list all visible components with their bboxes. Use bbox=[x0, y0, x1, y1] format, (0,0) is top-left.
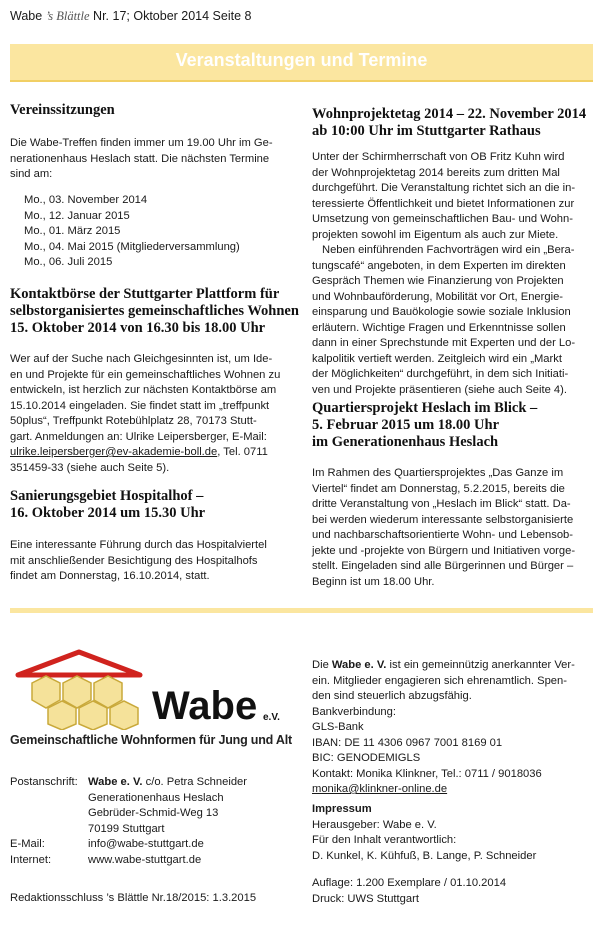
heading-quartiersprojekt: Quartiersprojekt Heslach im Blick – 5. Februar 2015 um 18.00 Uhr im Generationenhaus Heslach bbox=[312, 400, 538, 450]
hexagon-icon bbox=[79, 701, 107, 730]
hexagon-icon bbox=[110, 701, 138, 730]
meeting-dates-list bbox=[24, 193, 240, 271]
impressum: Impressum Herausgeber: Wabe e. V. Für den Inhalt verantwortlich: D. Kunkel, K. Kühfuß, B. Lange, P. Schneider bbox=[312, 802, 595, 864]
heading-vereinssitzungen: Vereinssitzungen bbox=[10, 102, 115, 118]
list-item: Mo., 03. November 2014 bbox=[24, 194, 148, 206]
wabe-hexagon-logo bbox=[10, 648, 160, 730]
postal-address: Postanschrift: Wabe e. V. c/o. Petra Schneider Generationenhaus Heslach Gebrüder-Schmid-Weg 13 70199 Stuttgart E-Mail: info@wabe-stuttgart.de Internet: www.wabe-stuttgart.de bbox=[10, 776, 247, 866]
page-header bbox=[10, 9, 251, 24]
email-link[interactable]: ulrike.leipersberger@ev-akademie-boll.de bbox=[10, 446, 218, 458]
heading-sanierungsgebiet: Sanierungsgebiet Hospitalhof – 16. Oktober 2014 um 15.30 Uhr bbox=[10, 488, 206, 521]
website-link[interactable]: www.wabe-stuttgart.de bbox=[88, 853, 202, 866]
roof-icon bbox=[18, 652, 140, 675]
paragraph-kontaktboerse: Wer auf der Suche nach Gleichgesinnten ist, um Ide- en und Projekte für ein gemeinschaftliches Wohnen zu entwickeln, ist herzlich zur nächsten Kontaktbörse am 15.10.2014 eingeladen. Sie findet statt im „treffpunkt 50plus“, Treffpunkt Rotebühlplatz 28, 70173 Stutt- gart. Anmeldungen an: Ulrike Leipersberger, E-Mail: ulrike.leipersberger@ev-akademie-boll.de, Tel. 0711 351459-33 (siehe auch Seite 5). bbox=[10, 353, 281, 474]
hexagon-icon bbox=[48, 701, 76, 730]
heading-kontaktboerse: Kontaktbörse der Stuttgarter Plattform für selbstorganisiertes gemeinschaftliches Wohnen 15. Oktober 2014 von 16.30 bis 18.00 Uhr bbox=[10, 286, 299, 336]
logo-suffix: e.V. bbox=[263, 712, 280, 723]
list-item: Mo., 01. März 2015 bbox=[24, 225, 121, 237]
paragraph-wohnprojektetag: Unter der Schirmherrschaft von OB Fritz Kuhn wird der Wohnprojektetag 2014 bereits zum dritten Mal durchgeführt. Die Veranstaltung richtet sich an die in- teressierte Öffentlichkeit und bietet Informationen zur Umsetzung von gemeinschaftlichen Bau- und Wohn- projekten sowohl im Eigentum als auch zur Miete. Neben einführenden Fachvorträgen wird ein „Bera- tungscafé“ angeboten, in dem Experten im direkten Gespräch Themen wie Finanzierung von Projekten und Wohnbauförderung, Mobilität vor Ort, Energie- einsparung und Bauökologie sowie soziale Inklusion erläutern. Wichtige Fragen und Erkenntnisse sollen dann in einer Sprechstunde mit Experten und der Lo- kalpolitik vertieft werden. Zeitgleich wird ein „Markt der Möglichkeiten“ durchgeführt, in dem sich Initiati- ven und Projekte präsentieren (siehe auch Seite 4). bbox=[312, 151, 576, 396]
banner-title: Veranstaltungen und Termine bbox=[175, 50, 428, 70]
contact-email-link[interactable]: monika@klinkner-online.de bbox=[312, 783, 448, 795]
section-banner bbox=[10, 44, 593, 82]
logo-tagline: Gemeinschaftliche Wohnformen für Jung und Alt bbox=[10, 733, 292, 747]
paragraph-sanierungsgebiet: Eine interessante Führung durch das Hospitalviertel mit anschließender Besichtigung des Hospitalhofs findet am Donnerstag, 16.10.2014, statt. bbox=[10, 539, 267, 582]
association-info: Die Wabe e. V. ist ein gemeinnützig anerkannter Ver- ein. Mitglieder engagieren sich ehrenamtlich. Spen- den sind steuerlich abzugsfähig. Bankverbindung: GLS-Bank IBAN: DE 11 4306 0967 7001 8169 01 BIC: GENODEMIGLS Kontakt: Monika Klinkner, Tel.: 0711 / 9018036 monika@klinkner-online.de bbox=[312, 658, 595, 798]
list-item: Mo., 06. Juli 2015 bbox=[24, 256, 113, 268]
list-item: Mo., 12. Januar 2015 bbox=[24, 209, 130, 222]
header-magazine: ’s Blättle bbox=[45, 9, 90, 23]
heading-wohnprojektetag: Wohnprojektetag 2014 – 22. November 2014 ab 10:00 Uhr im Stuttgarter Rathaus bbox=[312, 106, 587, 139]
list-item: Mo., 04. Mai 2015 (Mitgliederversammlung) bbox=[24, 240, 240, 253]
impressum-title: Impressum bbox=[312, 803, 372, 815]
hexagon-icon bbox=[32, 676, 60, 708]
header-org: Wabe bbox=[10, 9, 43, 23]
logo-wordmark: Wabe bbox=[152, 684, 258, 728]
paragraph-quartiersprojekt: Im Rahmen des Quartiersprojektes „Das Ganze im Viertel“ findet am Donnerstag, 5.2.2015, bereits die dritte Veranstaltung von „Heslach im Blick“ statt. Da- bei werden wiederum interessante selbstorganisierte und nachbarschaftsorientierte Wohn- und Lebensob- jekte und -projekte von Bürgern und Initiativen vorge- stellt. Eingeladen sind alle Bürgerinnen und Bürger – Beginn ist um 18.00 Uhr. bbox=[312, 467, 576, 588]
editorial-deadline: Redaktionsschluss ’s Blättle Nr.18/2015: 1.3.2015 bbox=[10, 892, 257, 904]
header-issue: Nr. 17; Oktober 2014 Seite 8 bbox=[93, 9, 252, 23]
print-info: Auflage: 1.200 Exemplare / 01.10.2014 Druck: UWS Stuttgart bbox=[312, 877, 507, 905]
paragraph-vereinssitzungen: Die Wabe-Treffen finden immer um 19.00 Uhr im Ge- nerationenhaus Heslach statt. Die nächsten Termine sind am: bbox=[10, 137, 273, 180]
contact-email[interactable]: info@wabe-stuttgart.de bbox=[88, 838, 204, 850]
footer-divider bbox=[10, 608, 593, 613]
